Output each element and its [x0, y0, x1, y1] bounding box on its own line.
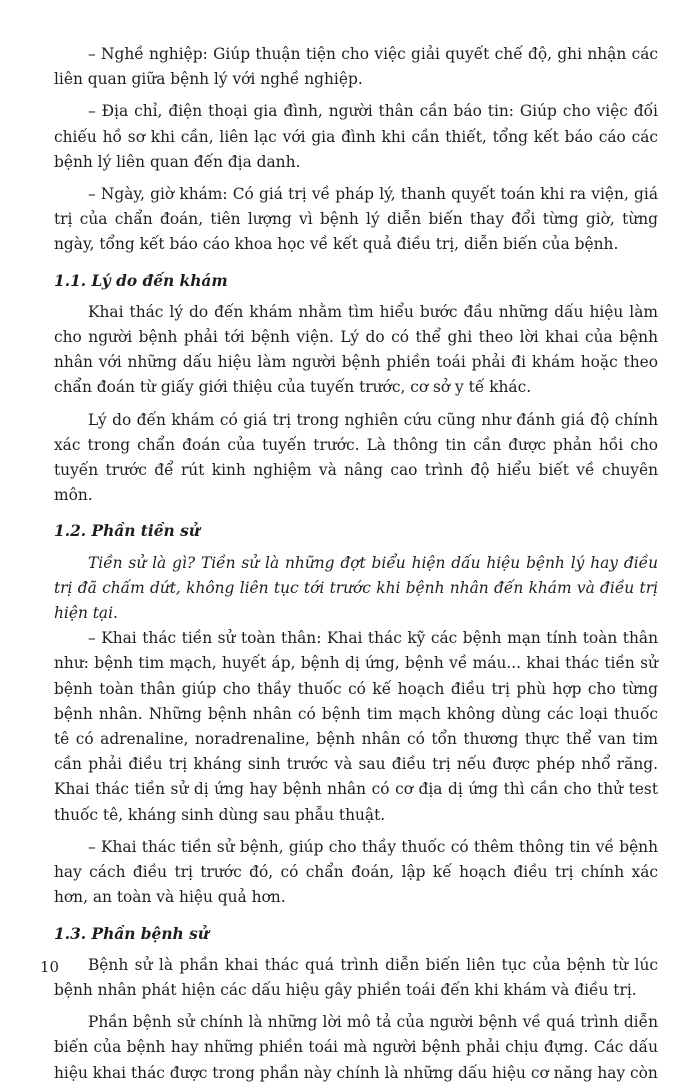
paragraph-reason-2: Lý do đến khám có giá trị trong nghiên cứu cũng như đánh giá độ chính xác trong chẩn đoán của tuyến trước. Là thông tin cần được phản hồi cho tuyến trước để rút kinh nghiệm và nâng cao trình độ hiểu biết về chuyên môn. — [54, 410, 658, 505]
paragraph-disease-history-1: Bệnh sử là phần khai thác quá trình diễn biến liên tục của bệnh từ lúc bệnh nhân phát hiện các dấu hiệu gây phiền toái đến khi khám và điều trị. — [54, 955, 658, 999]
heading-reason-for-visit: 1.1. Lý do đến khám — [54, 271, 228, 290]
heading-medical-history: 1.2. Phần tiền sử — [54, 522, 200, 541]
paragraph-history-general: – Khai thác tiền sử toàn thân: Khai thác kỹ các bệnh mạn tính toàn thân như: bệnh tim mạch, huyết áp, bệnh dị ứng, bệnh về máu... khai thác tiền sử bệnh toàn thân giúp cho thầy thuốc có kế hoạch điều trị phù hợp cho từng bệnh nhân. Những bệnh nhân có bệnh tim mạch không dùng các loại thuốc tê có adrenaline, noradrenaline, bệnh nhân có tổn thương thực thể van tim cần phải điều trị kháng sinh trước và sau điều trị nếu được phép nhổ răng. Khai thác tiền sử dị ứng hay bệnh nhân có cơ địa dị ứng thì cần cho thử test thuốc tê, kháng sinh dùng sau phẫu thuật. — [54, 629, 658, 824]
paragraph-history-intro: Tiền sử là gì? Tiền sử là những đợt biểu hiện dấu hiệu bệnh lý hay điều trị đã chấm dứt, không liên tục tới trước khi bệnh nhân đến khám và điều trị hiện tại. — [54, 553, 658, 623]
heading-disease-history: 1.3. Phần bệnh sử — [54, 924, 209, 943]
page-body — [54, 42, 658, 1086]
paragraph-exam-time: – Ngày, giờ khám: Có giá trị về pháp lý, thanh quyết toán khi ra viện, giá trị của chẩn đoán, tiên lượng vì bệnh lý diễn biến thay đổi từng giờ, từng ngày, tổng kết báo cáo khoa học về kết quả điều trị, diễn biến của bệnh. — [54, 185, 658, 254]
paragraph-history-disease: – Khai thác tiền sử bệnh, giúp cho thầy thuốc có thêm thông tin về bệnh hay cách điều trị trước đó, có chẩn đoán, lập kế hoạch điều trị chính xác hơn, an toàn và hiệu quả hơn. — [54, 837, 658, 907]
paragraph-disease-history-2: Phần bệnh sử chính là những lời mô tả của người bệnh về quá trình diễn biến của bệnh hay những phiền toái mà người bệnh phải chịu đựng. Các dấu hiệu khai thác được trong phần này chính là những dấu hiệu cơ năng hay còn — [54, 1013, 658, 1082]
page-number: 10 — [40, 958, 60, 976]
paragraph-address: – Địa chỉ, điện thoại gia đình, người thân cần báo tin: Giúp cho việc đối chiếu hồ sơ khi cần, liên lạc với gia đình khi cần thiết, tổng kết báo cáo các bệnh lý liên quan đến địa danh. — [54, 102, 658, 171]
paragraph-occupation: – Nghề nghiệp: Giúp thuận tiện cho việc giải quyết chế độ, ghi nhận các liên quan giữa bệnh lý với nghề nghiệp. — [54, 45, 658, 89]
paragraph-reason-1: Khai thác lý do đến khám nhằm tìm hiểu bước đầu những dấu hiệu làm cho người bệnh phải tới bệnh viện. Lý do có thể ghi theo lời khai của bệnh nhân với những dấu hiệu làm người bệnh phiền toái phải đi khám hoặc theo chẩn đoán từ giấy giới thiệu của tuyến trước, cơ sở y tế khác. — [54, 302, 658, 397]
